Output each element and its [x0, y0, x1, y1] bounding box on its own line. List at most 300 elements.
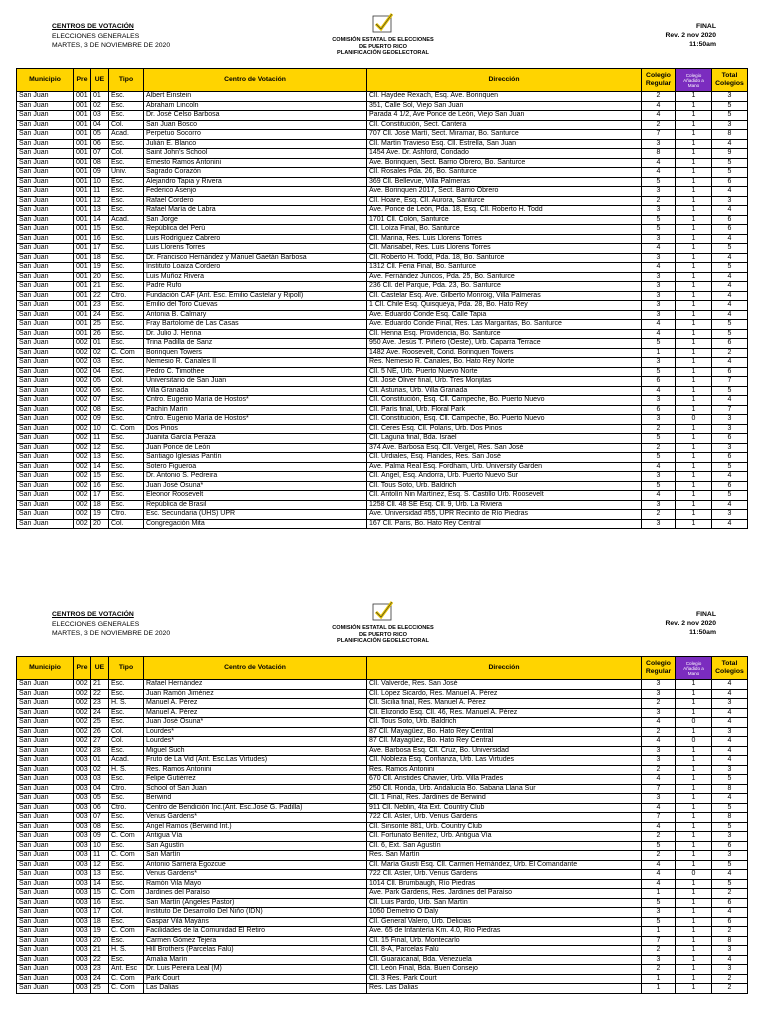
- colegio-anadido-cell: 1: [676, 348, 712, 358]
- colegio-anadido-cell: 1: [676, 329, 712, 339]
- colegio-anadido-cell: 1: [676, 396, 712, 406]
- municipio-cell: San Juan: [17, 841, 74, 851]
- tipo-cell: Esc.: [109, 841, 144, 851]
- tipo-cell: Esc.: [109, 111, 144, 121]
- municipio-cell: San Juan: [17, 263, 74, 273]
- tipo-cell: H. S.: [109, 699, 144, 709]
- tipo-cell: C. Com: [109, 424, 144, 434]
- table-row: [17, 101, 748, 111]
- ue-cell: 07: [91, 813, 109, 823]
- colegio-anadido-cell: 1: [676, 310, 712, 320]
- direccion-cell: Cll. 8-A, Parcelas Falú: [367, 946, 642, 956]
- direccion-cell: Ave. 65 de Infantería Km. 4.0, Río Piedras: [367, 927, 642, 937]
- total-colegios-cell: 6: [712, 367, 748, 377]
- total-colegios-cell: 4: [712, 718, 748, 728]
- total-colegios-cell: 3: [712, 727, 748, 737]
- municipio-cell: San Juan: [17, 756, 74, 766]
- colegio-anadido-cell: 1: [676, 196, 712, 206]
- tipo-cell: Col.: [109, 908, 144, 918]
- direccion-cell: Cll. Asturias, Urb. Villa Granada: [367, 386, 642, 396]
- tipo-cell: Esc.: [109, 301, 144, 311]
- municipio-cell: San Juan: [17, 908, 74, 918]
- tipo-cell: Esc.: [109, 206, 144, 216]
- total-colegios-cell: 5: [712, 879, 748, 889]
- ue-cell: 14: [91, 215, 109, 225]
- ue-cell: 17: [91, 244, 109, 254]
- table-row: [17, 130, 748, 140]
- colegio-anadido-cell: 1: [676, 282, 712, 292]
- colegio-anadido-cell: 1: [676, 519, 712, 529]
- precinto-cell: 002: [74, 443, 91, 453]
- direccion-cell: 374 Ave. Barbosa Esq. Cll. Vergel, Res. San José: [367, 443, 642, 453]
- colegio-regular-cell: 1: [642, 348, 676, 358]
- municipio-cell: San Juan: [17, 92, 74, 102]
- centro-cell: Federico Asenjo: [144, 187, 367, 197]
- centro-cell: Trina Padilla de Sanz: [144, 339, 367, 349]
- municipio-cell: San Juan: [17, 879, 74, 889]
- table-row: [17, 282, 748, 292]
- colegio-anadido-cell: 1: [676, 320, 712, 330]
- centro-cell: Juan Ponce de León: [144, 443, 367, 453]
- tipo-cell: Esc.: [109, 936, 144, 946]
- table-row: [17, 803, 748, 813]
- centro-cell: San Juan Bosco: [144, 120, 367, 130]
- total-colegios-cell: 4: [712, 756, 748, 766]
- colegio-regular-cell: 3: [642, 500, 676, 510]
- direccion-cell: Cll. Fortunato Benítez, Urb. Antigua Vía: [367, 832, 642, 842]
- municipio-cell: San Juan: [17, 472, 74, 482]
- tipo-cell: Esc.: [109, 234, 144, 244]
- precinto-cell: 001: [74, 234, 91, 244]
- direccion-cell: 1482 Ave. Roosevelt, Cond. Borinquen Towers: [367, 348, 642, 358]
- direccion-cell: Ave. Borinquen, Sect. Barrio Obrero, Bo. Santurce: [367, 158, 642, 168]
- centro-cell: Gaspar Vilá Mayáns: [144, 917, 367, 927]
- total-colegios-cell: 6: [712, 917, 748, 927]
- col-header: Pre: [74, 69, 91, 92]
- ue-cell: 21: [91, 282, 109, 292]
- municipio-cell: San Juan: [17, 813, 74, 823]
- tipo-cell: Acad.: [109, 130, 144, 140]
- centro-cell: Ramón Vila Mayo: [144, 879, 367, 889]
- precinto-cell: 001: [74, 244, 91, 254]
- tipo-cell: Esc.: [109, 481, 144, 491]
- table-row: [17, 443, 748, 453]
- report-subtitle: ELECCIONES GENERALES: [52, 620, 140, 628]
- tipo-cell: Esc.: [109, 860, 144, 870]
- centro-cell: San Agustín: [144, 841, 367, 851]
- municipio-cell: San Juan: [17, 424, 74, 434]
- colegio-regular-cell: 3: [642, 519, 676, 529]
- tipo-cell: Esc.: [109, 689, 144, 699]
- total-colegios-cell: 5: [712, 803, 748, 813]
- total-colegios-cell: 4: [712, 187, 748, 197]
- colegio-regular-cell: 4: [642, 101, 676, 111]
- colegio-regular-cell: 3: [642, 396, 676, 406]
- direccion-cell: Res. Ramos Antonini: [367, 765, 642, 775]
- municipio-cell: San Juan: [17, 936, 74, 946]
- ue-cell: 13: [91, 870, 109, 880]
- precinto-cell: 003: [74, 851, 91, 861]
- precinto-cell: 001: [74, 310, 91, 320]
- precinto-cell: 002: [74, 737, 91, 747]
- ue-cell: 18: [91, 500, 109, 510]
- total-colegios-cell: 8: [712, 130, 748, 140]
- col-header: Colegio Añadido a Mano: [676, 69, 712, 92]
- colegio-anadido-cell: 1: [676, 727, 712, 737]
- table-row: [17, 234, 748, 244]
- colegio-anadido-cell: 1: [676, 927, 712, 937]
- total-colegios-cell: 3: [712, 765, 748, 775]
- precinto-cell: 003: [74, 784, 91, 794]
- centro-cell: Ángel Ramos (Berwind Int.): [144, 822, 367, 832]
- table-row: [17, 908, 748, 918]
- centro-cell: Dr. José Celso Barbosa: [144, 111, 367, 121]
- precinto-cell: 001: [74, 149, 91, 159]
- direccion-cell: 87 Cll. Mayagüez, Bo. Hato Rey Central: [367, 727, 642, 737]
- tipo-cell: Esc.: [109, 822, 144, 832]
- precinto-cell: 003: [74, 898, 91, 908]
- centro-cell: Lourdes*: [144, 737, 367, 747]
- colegio-regular-cell: 4: [642, 803, 676, 813]
- centro-cell: Cntro. Eugenio María de Hostos*: [144, 396, 367, 406]
- colegio-anadido-cell: 1: [676, 984, 712, 994]
- total-colegios-cell: 2: [712, 889, 748, 899]
- municipio-cell: San Juan: [17, 196, 74, 206]
- municipio-cell: San Juan: [17, 927, 74, 937]
- table-row: [17, 253, 748, 263]
- precinto-cell: 003: [74, 984, 91, 994]
- precinto-cell: 001: [74, 158, 91, 168]
- municipio-cell: San Juan: [17, 443, 74, 453]
- precinto-cell: 003: [74, 765, 91, 775]
- tipo-cell: Esc.: [109, 158, 144, 168]
- direccion-cell: 1701 Cll. Colón, Santurce: [367, 215, 642, 225]
- colegio-regular-cell: 5: [642, 225, 676, 235]
- tipo-cell: Esc.: [109, 462, 144, 472]
- cee-logo-icon: [370, 598, 396, 624]
- total-colegios-cell: 4: [712, 282, 748, 292]
- table-row: [17, 746, 748, 756]
- ue-cell: 26: [91, 727, 109, 737]
- tipo-cell: Esc.: [109, 396, 144, 406]
- colegio-anadido-cell: 1: [676, 206, 712, 216]
- ue-cell: 17: [91, 908, 109, 918]
- municipio-cell: San Juan: [17, 491, 74, 501]
- total-colegios-cell: 4: [712, 955, 748, 965]
- tipo-cell: Esc.: [109, 405, 144, 415]
- centro-cell: Perpetuo Socorro: [144, 130, 367, 140]
- centro-cell: San Martín: [144, 851, 367, 861]
- table-row: [17, 955, 748, 965]
- municipio-cell: San Juan: [17, 870, 74, 880]
- total-colegios-cell: 5: [712, 462, 748, 472]
- total-colegios-cell: 5: [712, 320, 748, 330]
- tipo-cell: Col.: [109, 120, 144, 130]
- colegio-regular-cell: 1: [642, 927, 676, 937]
- ue-cell: 01: [91, 339, 109, 349]
- total-colegios-cell: 4: [712, 301, 748, 311]
- municipio-cell: San Juan: [17, 120, 74, 130]
- tipo-cell: Esc.: [109, 775, 144, 785]
- precinto-cell: 002: [74, 472, 91, 482]
- colegio-anadido-cell: 1: [676, 889, 712, 899]
- municipio-cell: San Juan: [17, 680, 74, 690]
- col-header: Tipo: [109, 69, 144, 92]
- table-row: [17, 120, 748, 130]
- colegio-anadido-cell: 1: [676, 756, 712, 766]
- col-header: Total Colegios: [712, 69, 748, 92]
- table-row: [17, 386, 748, 396]
- centro-cell: Ernesto Ramos Antonini: [144, 158, 367, 168]
- ue-cell: 17: [91, 491, 109, 501]
- direccion-cell: 670 Cll. Aristides Chavier, Urb. Villa Prades: [367, 775, 642, 785]
- direccion-cell: Cll. Roberto H. Todd, Pda. 18, Bo. Santurce: [367, 253, 642, 263]
- municipio-cell: San Juan: [17, 111, 74, 121]
- municipio-cell: San Juan: [17, 434, 74, 444]
- colegio-regular-cell: 2: [642, 946, 676, 956]
- total-colegios-cell: 4: [712, 396, 748, 406]
- ue-cell: 06: [91, 139, 109, 149]
- table-row: [17, 434, 748, 444]
- table-row: [17, 699, 748, 709]
- municipio-cell: San Juan: [17, 832, 74, 842]
- colegio-regular-cell: 3: [642, 282, 676, 292]
- municipio-cell: San Juan: [17, 291, 74, 301]
- table-row: [17, 339, 748, 349]
- ue-cell: 24: [91, 708, 109, 718]
- precinto-cell: 003: [74, 775, 91, 785]
- municipio-cell: San Juan: [17, 225, 74, 235]
- tipo-cell: Esc.: [109, 500, 144, 510]
- tipo-cell: C. Com: [109, 832, 144, 842]
- colegio-anadido-cell: 1: [676, 765, 712, 775]
- table-row: [17, 329, 748, 339]
- centro-cell: Juan José Osuna*: [144, 481, 367, 491]
- table-row: [17, 111, 748, 121]
- table-row: [17, 196, 748, 206]
- tipo-cell: Ctro.: [109, 510, 144, 520]
- tipo-cell: Ctro.: [109, 291, 144, 301]
- org-line-3: PLANIFICACIÓN GEOELECTORAL: [337, 50, 429, 57]
- total-colegios-cell: 4: [712, 737, 748, 747]
- centro-cell: Rafael María de Labra: [144, 206, 367, 216]
- ue-cell: 12: [91, 860, 109, 870]
- colegio-anadido-cell: 1: [676, 215, 712, 225]
- total-colegios-cell: 4: [712, 870, 748, 880]
- precinto-cell: 002: [74, 727, 91, 737]
- ue-cell: 14: [91, 879, 109, 889]
- tipo-cell: C. Com: [109, 889, 144, 899]
- table-row: [17, 491, 748, 501]
- precinto-cell: 002: [74, 386, 91, 396]
- direccion-cell: 1014 Cll. Brumbaugh, Río Piedras: [367, 879, 642, 889]
- ue-cell: 03: [91, 358, 109, 368]
- direccion-cell: Cll. María Giusti Esq. Cll. Carmen Hernández, Urb. El Comandante: [367, 860, 642, 870]
- tipo-cell: Esc.: [109, 746, 144, 756]
- municipio-cell: San Juan: [17, 168, 74, 178]
- colegio-regular-cell: 5: [642, 917, 676, 927]
- precinto-cell: 001: [74, 253, 91, 263]
- colegio-anadido-cell: 1: [676, 187, 712, 197]
- total-colegios-cell: 5: [712, 386, 748, 396]
- ue-cell: 14: [91, 462, 109, 472]
- colegio-regular-cell: 1: [642, 974, 676, 984]
- total-colegios-cell: 8: [712, 813, 748, 823]
- tipo-cell: Esc.: [109, 139, 144, 149]
- municipio-cell: San Juan: [17, 329, 74, 339]
- precinto-cell: 003: [74, 927, 91, 937]
- tipo-cell: C. Com: [109, 851, 144, 861]
- col-header: Colegio Regular: [642, 657, 676, 680]
- precinto-cell: 001: [74, 196, 91, 206]
- centro-cell: Antonia B. Calmary: [144, 310, 367, 320]
- table-row: [17, 405, 748, 415]
- col-header: Dirección: [367, 69, 642, 92]
- precinto-cell: 001: [74, 168, 91, 178]
- total-colegios-cell: 3: [712, 120, 748, 130]
- table-row: [17, 415, 748, 425]
- colegio-anadido-cell: 1: [676, 813, 712, 823]
- colegio-regular-cell: 3: [642, 301, 676, 311]
- total-colegios-cell: 9: [712, 149, 748, 159]
- colegio-anadido-cell: 1: [676, 291, 712, 301]
- table-row: [17, 377, 748, 387]
- colegio-regular-cell: 2: [642, 851, 676, 861]
- ue-cell: 11: [91, 187, 109, 197]
- total-colegios-cell: 5: [712, 244, 748, 254]
- org-line-3: PLANIFICACIÓN GEOELECTORAL: [337, 638, 429, 645]
- centro-cell: Fray Bartolomé de Las Casas: [144, 320, 367, 330]
- municipio-cell: San Juan: [17, 917, 74, 927]
- municipio-cell: San Juan: [17, 718, 74, 728]
- centro-cell: Venus Gardens*: [144, 870, 367, 880]
- ue-cell: 04: [91, 784, 109, 794]
- table-row: [17, 965, 748, 975]
- direccion-cell: 722 Cll. Aster, Urb. Venus Gardens: [367, 870, 642, 880]
- table-row: [17, 206, 748, 216]
- direccion-cell: Cll. 15 Final, Urb. Montecarlo: [367, 936, 642, 946]
- direccion-cell: Cll. 6, Ext. San Agustín: [367, 841, 642, 851]
- total-colegios-cell: 2: [712, 984, 748, 994]
- ue-cell: 11: [91, 851, 109, 861]
- table-row: [17, 177, 748, 187]
- colegio-anadido-cell: 1: [676, 225, 712, 235]
- precinto-cell: 001: [74, 301, 91, 311]
- colegio-anadido-cell: 1: [676, 263, 712, 273]
- tipo-cell: Esc.: [109, 955, 144, 965]
- ue-cell: 11: [91, 434, 109, 444]
- municipio-cell: San Juan: [17, 974, 74, 984]
- colegio-anadido-cell: 1: [676, 111, 712, 121]
- precinto-cell: 001: [74, 139, 91, 149]
- municipio-cell: San Juan: [17, 130, 74, 140]
- tipo-cell: Esc.: [109, 187, 144, 197]
- precinto-cell: 001: [74, 263, 91, 273]
- table-row: [17, 168, 748, 178]
- total-colegios-cell: 5: [712, 491, 748, 501]
- direccion-cell: 250 Cll. Ronda, Urb. Andalucía Bo. Sabana Llana Sur: [367, 784, 642, 794]
- table-row: [17, 917, 748, 927]
- colegio-regular-cell: 2: [642, 699, 676, 709]
- centro-cell: Alejandro Tapia y Rivera: [144, 177, 367, 187]
- total-colegios-cell: 4: [712, 708, 748, 718]
- ue-cell: 25: [91, 320, 109, 330]
- table-row: [17, 851, 748, 861]
- ue-cell: 24: [91, 310, 109, 320]
- centro-cell: Berwind: [144, 794, 367, 804]
- time-label: 11:50am: [689, 41, 716, 48]
- direccion-cell: Cll. Nobleza Esq. Confianza, Urb. Las Virtudes: [367, 756, 642, 766]
- precinto-cell: 001: [74, 187, 91, 197]
- direccion-cell: Cll. General Valero, Urb. Delicias: [367, 917, 642, 927]
- centro-cell: Santiago Iglesias Pantín: [144, 453, 367, 463]
- total-colegios-cell: 4: [712, 680, 748, 690]
- table-row: [17, 898, 748, 908]
- tipo-cell: Col.: [109, 519, 144, 529]
- colegio-anadido-cell: 0: [676, 870, 712, 880]
- colegio-regular-cell: 2: [642, 424, 676, 434]
- colegio-anadido-cell: 1: [676, 860, 712, 870]
- colegio-anadido-cell: 1: [676, 794, 712, 804]
- direccion-cell: Cll. Luis Pardo, Urb. San Martín: [367, 898, 642, 908]
- tipo-cell: Esc.: [109, 415, 144, 425]
- table-row: [17, 320, 748, 330]
- table-row: [17, 462, 748, 472]
- colegio-regular-cell: 8: [642, 149, 676, 159]
- col-header: Municipio: [17, 69, 74, 92]
- municipio-cell: San Juan: [17, 510, 74, 520]
- table-row: [17, 927, 748, 937]
- precinto-cell: 002: [74, 708, 91, 718]
- colegio-regular-cell: 3: [642, 472, 676, 482]
- tipo-cell: Col.: [109, 727, 144, 737]
- total-colegios-cell: 6: [712, 841, 748, 851]
- ue-cell: 09: [91, 832, 109, 842]
- total-colegios-cell: 4: [712, 139, 748, 149]
- ue-cell: 15: [91, 472, 109, 482]
- ue-cell: 16: [91, 481, 109, 491]
- centro-cell: Dr. Francisco Hernández y Manuel Gaetán Barbosa: [144, 253, 367, 263]
- table-row: [17, 519, 748, 529]
- precinto-cell: 002: [74, 481, 91, 491]
- direccion-cell: Cll. Rosales Pda. 26, Bo. Santurce: [367, 168, 642, 178]
- precinto-cell: 003: [74, 965, 91, 975]
- table-row: [17, 727, 748, 737]
- table-header-row: [17, 657, 748, 680]
- total-colegios-cell: 3: [712, 443, 748, 453]
- direccion-cell: Cll. París final, Urb. Floral Park: [367, 405, 642, 415]
- centro-cell: Luis Llorens Torres: [144, 244, 367, 254]
- ue-cell: 25: [91, 984, 109, 994]
- centro-cell: Rafael Hernández: [144, 680, 367, 690]
- direccion-cell: Cll. Antolín Nin Martínez, Esq. S. Castillo Urb. Roosevelt: [367, 491, 642, 501]
- colegio-regular-cell: 5: [642, 339, 676, 349]
- ue-cell: 15: [91, 889, 109, 899]
- direccion-cell: Ave. Park Gardens, Res. Jardines del Paraíso: [367, 889, 642, 899]
- colegio-anadido-cell: 1: [676, 101, 712, 111]
- col-header: Colegio Añadido a Mano: [676, 657, 712, 680]
- ue-cell: 18: [91, 253, 109, 263]
- table-row: [17, 291, 748, 301]
- centro-cell: Dr. Julio J. Henna: [144, 329, 367, 339]
- colegio-regular-cell: 3: [642, 234, 676, 244]
- ue-cell: 22: [91, 689, 109, 699]
- centro-cell: San Martín (Ángeles Pastor): [144, 898, 367, 908]
- ue-cell: 03: [91, 111, 109, 121]
- ue-cell: 08: [91, 405, 109, 415]
- direccion-cell: Cll. Hoare, Esq. Cll. Aurora, Santurce: [367, 196, 642, 206]
- centro-cell: Venus Gardens*: [144, 813, 367, 823]
